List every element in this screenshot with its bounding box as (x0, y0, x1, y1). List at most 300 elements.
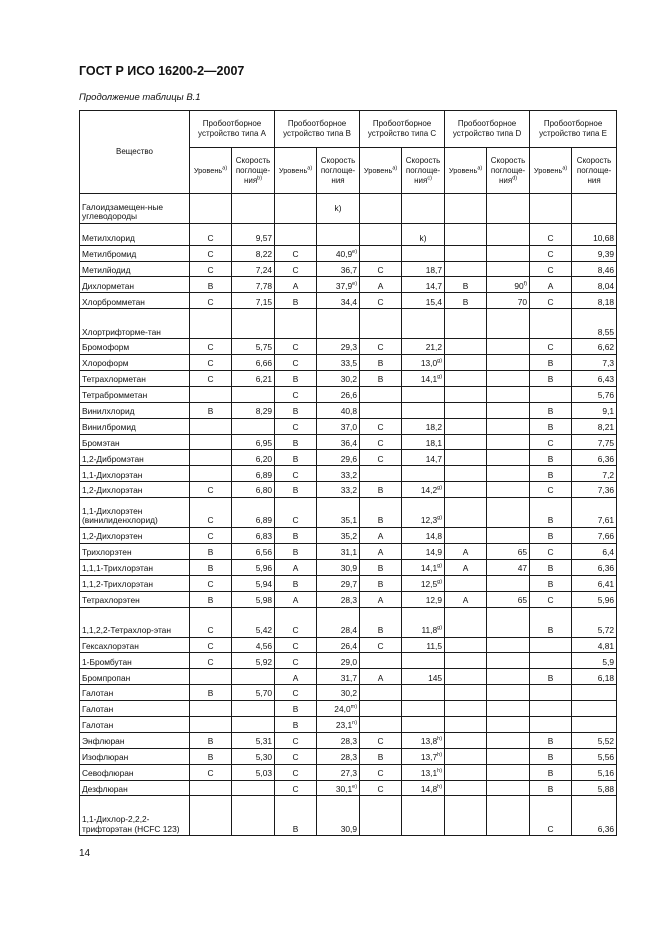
level-c-cell: С (360, 339, 402, 355)
rate-a-cell (232, 796, 275, 836)
rate-e-cell: 5,88 (572, 780, 617, 796)
level-d-cell (445, 764, 487, 780)
rate-a-cell: 7,78 (232, 277, 275, 293)
rate-c-cell: 145 (402, 669, 445, 685)
level-b-cell: С (275, 339, 317, 355)
rate-e-cell: 5,16 (572, 764, 617, 780)
level-d-cell (445, 780, 487, 796)
level-b-cell: С (275, 607, 317, 637)
rate-b-cell: 30,9 (317, 559, 360, 575)
substance-cell: Галотан (80, 717, 190, 733)
level-b-cell: С (275, 685, 317, 701)
rate-e-cell: 10,68 (572, 224, 617, 246)
level-d-cell (445, 355, 487, 371)
table-row (80, 498, 617, 528)
rate-a-cell (232, 717, 275, 733)
rate-c-cell: 18,1 (402, 434, 445, 450)
rate-e-cell: 5,56 (572, 748, 617, 764)
rate-e-cell: 8,21 (572, 418, 617, 434)
level-a-cell (190, 466, 232, 482)
group-header-e: Пробоотборное устройство типа Е (530, 111, 617, 148)
rate-d-cell: 47 (487, 559, 530, 575)
level-a-cell: С (190, 528, 232, 544)
rate-d-cell (487, 402, 530, 418)
level-c-cell (360, 245, 402, 261)
level-e-cell: В (530, 450, 572, 466)
rate-b-cell: 28,3 (317, 591, 360, 607)
data-table (79, 110, 617, 836)
rate-c-cell: 14,7 (402, 277, 445, 293)
table-row (80, 371, 617, 387)
level-b-cell: А (275, 559, 317, 575)
level-d-cell (445, 732, 487, 748)
rate-a-cell (232, 309, 275, 339)
level-c-cell (360, 717, 402, 733)
substance-cell: 1,2-Дихлорэтан (80, 482, 190, 498)
rate-b-cell: 40,8 (317, 402, 360, 418)
rate-header-e: Скорость поглоще- ния (572, 148, 617, 194)
level-c-cell: С (360, 293, 402, 309)
level-c-cell: С (360, 261, 402, 277)
level-d-cell (445, 701, 487, 717)
level-a-cell: В (190, 544, 232, 560)
level-e-cell (530, 386, 572, 402)
group-header-d: Пробоотборное устройство типа D (445, 111, 530, 148)
rate-header-b: Скорость поглоще- ния (317, 148, 360, 194)
level-c-cell: С (360, 637, 402, 653)
rate-b-cell: 33,5 (317, 355, 360, 371)
level-e-cell: В (530, 371, 572, 387)
level-d-cell (445, 466, 487, 482)
table-row (80, 245, 617, 261)
rate-c-cell (402, 466, 445, 482)
substance-cell: Хлороформ (80, 355, 190, 371)
level-a-cell: С (190, 339, 232, 355)
rate-c-cell: 11,8$^{g)}$ (402, 607, 445, 637)
substance-cell: Изофлюран (80, 748, 190, 764)
level-b-cell: В (275, 402, 317, 418)
level-e-cell: А (530, 277, 572, 293)
table-row (80, 528, 617, 544)
level-b-cell: С (275, 466, 317, 482)
rate-e-cell (572, 685, 617, 701)
rate-b-cell: 35,1 (317, 498, 360, 528)
rate-e-cell: 6,36 (572, 559, 617, 575)
rate-e-cell (572, 194, 617, 224)
substance-cell: Галоидзамещен-ные углеводороды (80, 194, 190, 224)
level-a-cell: В (190, 402, 232, 418)
substance-cell: Винилбромид (80, 418, 190, 434)
level-e-cell: В (530, 466, 572, 482)
level-c-cell: В (360, 482, 402, 498)
table-row (80, 591, 617, 607)
rate-e-cell: 6,43 (572, 371, 617, 387)
rate-e-cell: 8,55 (572, 309, 617, 339)
rate-b-cell: 29,3 (317, 339, 360, 355)
rate-e-cell: 5,72 (572, 607, 617, 637)
table-row (80, 685, 617, 701)
level-a-cell: С (190, 371, 232, 387)
rate-e-cell: 8,18 (572, 293, 617, 309)
level-a-cell: В (190, 559, 232, 575)
level-e-cell: В (530, 748, 572, 764)
rate-header-c: Скорость поглоще- ния$^{c)}$ (402, 148, 445, 194)
level-e-cell: С (530, 224, 572, 246)
substance-cell: Дезфлюран (80, 780, 190, 796)
table-row (80, 653, 617, 669)
substance-cell: 1-Бромбутан (80, 653, 190, 669)
rate-header-a: Скорость поглоще- ния$^{b)}$ (232, 148, 275, 194)
level-c-cell: С (360, 732, 402, 748)
rate-b-cell: 36,7 (317, 261, 360, 277)
level-header-b: Уровень$^{a)}$ (275, 148, 317, 194)
substance-cell: Галотан (80, 701, 190, 717)
rate-e-cell: 7,61 (572, 498, 617, 528)
level-d-cell (445, 194, 487, 224)
table-row (80, 607, 617, 637)
level-d-cell (445, 261, 487, 277)
level-d-cell (445, 309, 487, 339)
level-e-cell: С (530, 544, 572, 560)
substance-cell: 1,2-Дибромэтан (80, 450, 190, 466)
level-d-cell (445, 245, 487, 261)
level-a-cell: В (190, 591, 232, 607)
level-c-cell (360, 701, 402, 717)
rate-e-cell: 9,1 (572, 402, 617, 418)
level-c-cell: С (360, 764, 402, 780)
table-row (80, 261, 617, 277)
rate-c-cell: 14,9 (402, 544, 445, 560)
group-header-b: Пробоотборное устройство типа В (275, 111, 360, 148)
level-a-cell: С (190, 607, 232, 637)
rate-a-cell: 6,89 (232, 466, 275, 482)
rate-b-cell (317, 224, 360, 246)
rate-b-cell: 26,6 (317, 386, 360, 402)
substance-cell: Винилхлорид (80, 402, 190, 418)
level-a-cell: С (190, 293, 232, 309)
table-row (80, 637, 617, 653)
rate-d-cell (487, 717, 530, 733)
level-e-cell: В (530, 498, 572, 528)
group-header-c: Пробоотборное устройство типа С (360, 111, 445, 148)
level-b-cell: В (275, 371, 317, 387)
rate-e-cell: 7,66 (572, 528, 617, 544)
level-d-cell (445, 434, 487, 450)
substance-cell: 1,1-Дихлорэтен (винилиденхлорид) (80, 498, 190, 528)
rate-b-cell: 30,9 (317, 796, 360, 836)
rate-a-cell (232, 669, 275, 685)
level-d-cell: А (445, 544, 487, 560)
rate-b-cell: 34,4 (317, 293, 360, 309)
level-b-cell: А (275, 591, 317, 607)
rate-header-d: Скорость поглоще- ния$^{d)}$ (487, 148, 530, 194)
table-row (80, 434, 617, 450)
level-d-cell (445, 669, 487, 685)
rate-d-cell (487, 482, 530, 498)
level-e-cell: С (530, 339, 572, 355)
rate-d-cell (487, 653, 530, 669)
rate-a-cell: 6,21 (232, 371, 275, 387)
level-b-cell: В (275, 717, 317, 733)
level-e-cell: С (530, 245, 572, 261)
rate-d-cell: 70 (487, 293, 530, 309)
rate-d-cell (487, 434, 530, 450)
level-b-cell: В (275, 701, 317, 717)
rate-a-cell (232, 194, 275, 224)
level-e-cell: В (530, 418, 572, 434)
level-a-cell: С (190, 653, 232, 669)
level-c-cell: В (360, 575, 402, 591)
level-b-cell: С (275, 764, 317, 780)
rate-b-cell: 24,0$^{m)}$ (317, 701, 360, 717)
level-e-cell (530, 701, 572, 717)
table-row (80, 194, 617, 224)
rate-a-cell: 7,24 (232, 261, 275, 277)
rate-d-cell (487, 748, 530, 764)
level-c-cell: В (360, 371, 402, 387)
level-b-cell: С (275, 418, 317, 434)
level-c-cell: В (360, 355, 402, 371)
table-body (80, 194, 617, 836)
level-e-cell: С (530, 796, 572, 836)
rate-c-cell: 14,8 (402, 528, 445, 544)
substance-cell: Хлортрифторме-тан (80, 309, 190, 339)
table-row (80, 717, 617, 733)
rate-c-cell: 12,5$^{g)}$ (402, 575, 445, 591)
rate-d-cell (487, 466, 530, 482)
level-b-cell: В (275, 293, 317, 309)
level-d-cell (445, 224, 487, 246)
rate-c-cell (402, 309, 445, 339)
level-c-cell (360, 386, 402, 402)
level-d-cell: В (445, 293, 487, 309)
table-row (80, 277, 617, 293)
level-b-cell: С (275, 748, 317, 764)
rate-e-cell: 8,04 (572, 277, 617, 293)
level-d-cell (445, 637, 487, 653)
level-c-cell: А (360, 591, 402, 607)
level-b-cell: С (275, 732, 317, 748)
level-b-cell: С (275, 386, 317, 402)
level-d-cell (445, 685, 487, 701)
rate-c-cell (402, 194, 445, 224)
level-e-cell: В (530, 732, 572, 748)
rate-b-cell: 37,9$^{e)}$ (317, 277, 360, 293)
level-e-cell: В (530, 402, 572, 418)
rate-d-cell (487, 498, 530, 528)
level-b-cell: С (275, 780, 317, 796)
rate-a-cell: 5,98 (232, 591, 275, 607)
table-row (80, 466, 617, 482)
table-row (80, 796, 617, 836)
level-d-cell (445, 402, 487, 418)
rate-a-cell (232, 386, 275, 402)
level-c-cell: А (360, 277, 402, 293)
header-row-groups (80, 111, 617, 148)
rate-a-cell: 8,22 (232, 245, 275, 261)
rate-a-cell: 5,96 (232, 559, 275, 575)
level-header-a: Уровень$^{a)}$ (190, 148, 232, 194)
level-e-cell (530, 637, 572, 653)
level-a-cell: С (190, 245, 232, 261)
substance-cell: Бромпропан (80, 669, 190, 685)
level-header-e: Уровень$^{a)}$ (530, 148, 572, 194)
rate-c-cell (402, 402, 445, 418)
level-c-cell: А (360, 528, 402, 544)
rate-c-cell: 15,4 (402, 293, 445, 309)
rate-b-cell: 29,6 (317, 450, 360, 466)
level-d-cell (445, 607, 487, 637)
rate-e-cell: 5,96 (572, 591, 617, 607)
substance-cell: Дихлорметан (80, 277, 190, 293)
level-b-cell: С (275, 261, 317, 277)
level-c-cell: В (360, 607, 402, 637)
level-b-cell: В (275, 544, 317, 560)
rate-c-cell: 14,2$^{g)}$ (402, 482, 445, 498)
rate-c-cell: 13,8$^{h)}$ (402, 732, 445, 748)
level-a-cell (190, 669, 232, 685)
rate-d-cell (487, 355, 530, 371)
rate-d-cell (487, 796, 530, 836)
table-row (80, 402, 617, 418)
level-d-cell (445, 371, 487, 387)
substance-cell: Гексахлорэтан (80, 637, 190, 653)
rate-c-cell: 12,9 (402, 591, 445, 607)
rate-b-cell: 37,0 (317, 418, 360, 434)
level-a-cell: В (190, 748, 232, 764)
level-c-cell: В (360, 748, 402, 764)
level-c-cell (360, 796, 402, 836)
level-c-cell: С (360, 418, 402, 434)
level-c-cell (360, 402, 402, 418)
level-b-cell: В (275, 482, 317, 498)
level-e-cell (530, 653, 572, 669)
rate-e-cell: 7,75 (572, 434, 617, 450)
level-a-cell: С (190, 764, 232, 780)
substance-cell: Бромоформ (80, 339, 190, 355)
level-d-cell (445, 528, 487, 544)
rate-d-cell: 65 (487, 591, 530, 607)
rate-a-cell: 5,03 (232, 764, 275, 780)
rate-a-cell: 6,66 (232, 355, 275, 371)
level-b-cell: С (275, 245, 317, 261)
level-a-cell (190, 434, 232, 450)
table-row (80, 224, 617, 246)
rate-d-cell (487, 309, 530, 339)
level-e-cell: В (530, 559, 572, 575)
rate-e-cell: 9,39 (572, 245, 617, 261)
rate-c-cell (402, 386, 445, 402)
rate-b-cell: 26,4 (317, 637, 360, 653)
rate-a-cell: 4,56 (232, 637, 275, 653)
rate-d-cell (487, 607, 530, 637)
rate-d-cell (487, 386, 530, 402)
level-a-cell: С (190, 498, 232, 528)
table-row (80, 780, 617, 796)
rate-e-cell: 7,2 (572, 466, 617, 482)
rate-c-cell: 14,7 (402, 450, 445, 466)
table-row (80, 309, 617, 339)
level-e-cell (530, 717, 572, 733)
rate-c-cell (402, 245, 445, 261)
substance-cell: Тетрахлорэтен (80, 591, 190, 607)
level-a-cell: С (190, 637, 232, 653)
rate-d-cell: 90$^{f)}$ (487, 277, 530, 293)
level-b-cell (275, 194, 317, 224)
rate-a-cell: 5,30 (232, 748, 275, 764)
level-e-cell: В (530, 669, 572, 685)
level-c-cell (360, 466, 402, 482)
level-b-cell: В (275, 796, 317, 836)
rate-c-cell (402, 796, 445, 836)
level-a-cell (190, 796, 232, 836)
rate-a-cell: 6,20 (232, 450, 275, 466)
rate-e-cell (572, 717, 617, 733)
level-b-cell: В (275, 450, 317, 466)
rate-e-cell: 7,3 (572, 355, 617, 371)
rate-d-cell (487, 261, 530, 277)
rate-c-cell: 14,1$^{g)}$ (402, 559, 445, 575)
rate-b-cell: 28,3 (317, 732, 360, 748)
rate-c-cell: 14,8$^{h)}$ (402, 780, 445, 796)
level-a-cell (190, 386, 232, 402)
table-row (80, 293, 617, 309)
rate-b-cell: 31,7 (317, 669, 360, 685)
level-a-cell: В (190, 685, 232, 701)
level-e-cell: В (530, 780, 572, 796)
substance-cell: Галотан (80, 685, 190, 701)
rate-a-cell: 5,70 (232, 685, 275, 701)
rate-b-cell: 28,3 (317, 748, 360, 764)
rate-c-cell: 18,7 (402, 261, 445, 277)
level-a-cell (190, 194, 232, 224)
level-e-cell (530, 309, 572, 339)
substance-cell: Тетрахлорметан (80, 371, 190, 387)
substance-cell: Трихлорэтен (80, 544, 190, 560)
level-e-cell: С (530, 261, 572, 277)
level-d-cell (445, 717, 487, 733)
substance-cell: 1,2-Дихлорэтен (80, 528, 190, 544)
table-row (80, 544, 617, 560)
level-a-cell (190, 309, 232, 339)
rate-d-cell (487, 764, 530, 780)
rate-a-cell: 5,94 (232, 575, 275, 591)
table-row (80, 701, 617, 717)
rate-d-cell (487, 450, 530, 466)
rate-b-cell (317, 309, 360, 339)
rate-c-cell (402, 701, 445, 717)
rate-d-cell (487, 528, 530, 544)
rate-a-cell: 6,56 (232, 544, 275, 560)
rate-d-cell (487, 732, 530, 748)
level-b-cell (275, 224, 317, 246)
rate-d-cell (487, 575, 530, 591)
rate-e-cell: 5,9 (572, 653, 617, 669)
rate-d-cell (487, 701, 530, 717)
substance-cell: 1,1-Дихлорэтан (80, 466, 190, 482)
level-e-cell: С (530, 591, 572, 607)
rate-c-cell (402, 685, 445, 701)
level-header-d: Уровень$^{a)}$ (445, 148, 487, 194)
level-c-cell (360, 685, 402, 701)
rate-a-cell: 5,42 (232, 607, 275, 637)
rate-a-cell: 5,92 (232, 653, 275, 669)
rate-c-cell (402, 717, 445, 733)
level-d-cell (445, 450, 487, 466)
level-d-cell: В (445, 277, 487, 293)
rate-b-cell: 29,0 (317, 653, 360, 669)
substance-cell: 1,1,1-Трихлорэтан (80, 559, 190, 575)
